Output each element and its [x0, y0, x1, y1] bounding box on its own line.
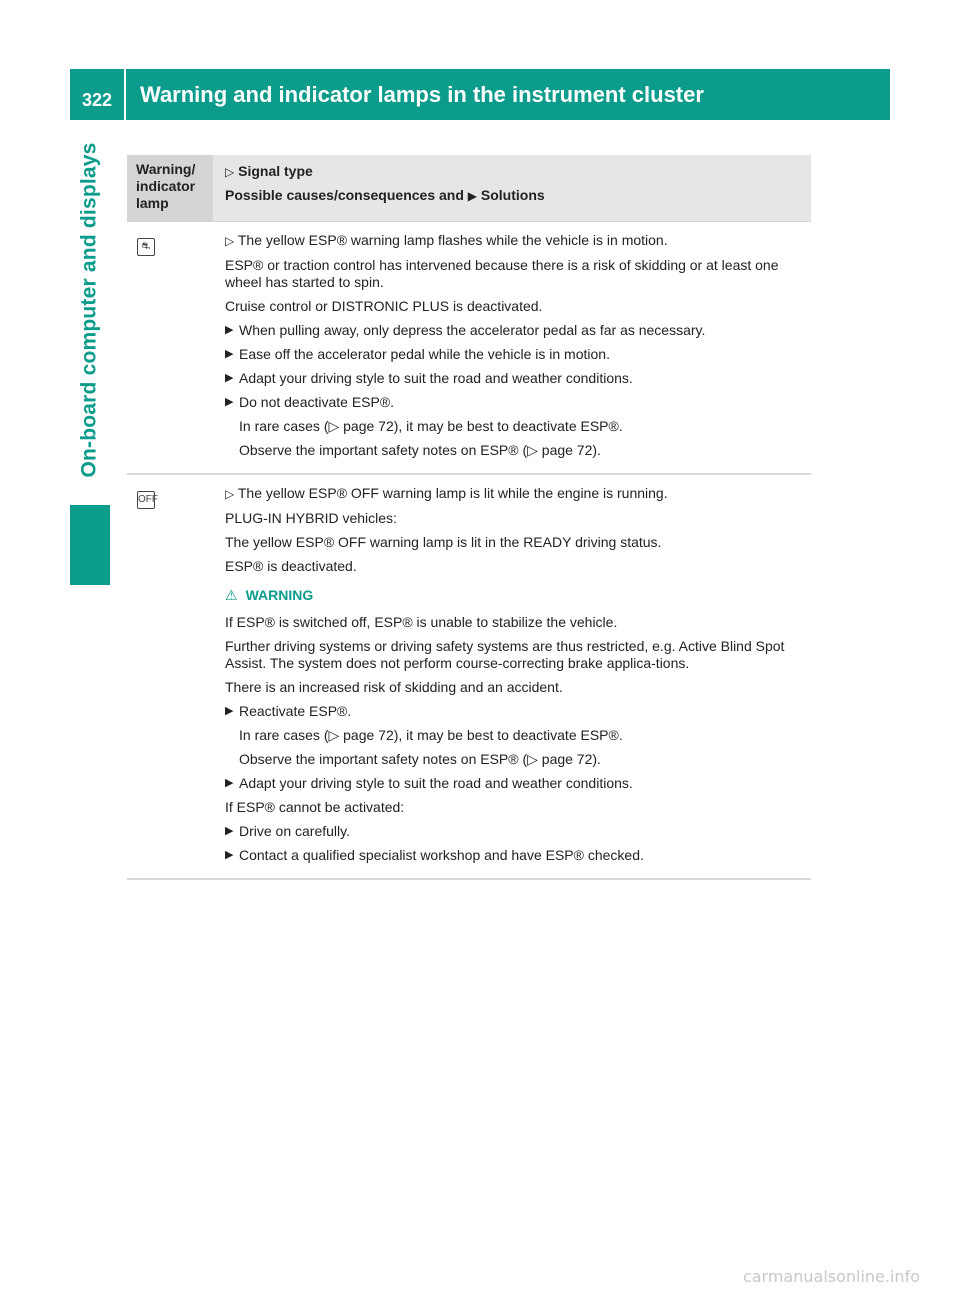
table-row: OFF ▷ The yellow ESP® OFF warning lamp is lit while the engine is running. PLUG-IN HYBRID vehicles: The yellow ESP® OFF warning lamp is lit in the READY driving status. ESP® is deactivated. ⚠ WARNING If ESP® is switched off, ESP® is unable to stabilize the vehicle. Further driving systems or driving safety systems are thus restricted, e.g. Active Blind Spot Assist. The system does not perform course-correcting brake applica-tions. There is an increased risk of skidding and an accident. ▶ Reactivate ESP®. In rare cases (▷ page 72), it may be best to deactivate ESP®. Observe the important safety notes on ESP® (▷ page 72). ▶ Adapt your driving style to suit the road and weather conditions. If ESP® cannot be activated: ▶ Drive on carefully. ▶ Contact a qualified specialist workshop and have ESP® checked. — [127, 475, 811, 880]
watermark: carmanualsonline.info — [742, 1267, 920, 1286]
signal-triangle-icon: ▷ — [225, 165, 235, 179]
page-title: Warning and indicator lamps in the instrument cluster — [140, 81, 704, 107]
step-arrow-icon: ▶ — [225, 348, 234, 360]
col1-header: Warning/ indicator lamp — [127, 155, 213, 221]
side-label-text: On-board computer and displays — [72, 138, 108, 481]
step-arrow-icon: ▶ — [225, 849, 234, 861]
esp-off-warning-lamp-icon: OFF — [137, 491, 155, 509]
col2-header: ▷ Signal type Possible causes/consequences and ▶ Solutions — [225, 163, 545, 203]
side-label — [70, 120, 110, 500]
warning-heading: ⚠ WARNING — [225, 587, 314, 603]
signal-triangle-icon: ▷ — [225, 487, 235, 501]
signal-triangle-icon: ▷ — [225, 234, 235, 248]
step-arrow-icon: ▶ — [225, 372, 234, 384]
table-row: ⛐ ▷ The yellow ESP® warning lamp flashes while the vehicle is in motion. ESP® or traction control has intervened because there is a risk of skidding or at least one wheel has started to spin. Cruise control or DISTRONIC PLUS is deactivated. ▶ When pulling away, only depress the accelerator pedal as far as necessary. ▶ Ease off the accelerator pedal while the vehicle is in motion. ▶ Adapt your driving style to suit the road and weather conditions. ▶ Do not deactivate ESP®. In rare cases (▷ page 72), it may be best to deactivate ESP®. Observe the important safety notes on ESP® (▷ page 72). — [127, 222, 811, 475]
page-number: 322 — [70, 69, 126, 120]
lamp-table — [127, 155, 811, 880]
step-arrow-icon: ▶ — [225, 324, 234, 336]
step-arrow-icon: ▶ — [225, 777, 234, 789]
esp-warning-lamp-icon: ⛐ — [137, 238, 155, 256]
step-arrow-icon: ▶ — [225, 396, 234, 408]
page-header — [70, 69, 890, 120]
solution-arrow-icon: ▶ — [467, 189, 478, 203]
warning-triangle-icon: ⚠ — [225, 587, 238, 603]
table-header — [127, 155, 811, 222]
step-arrow-icon: ▶ — [225, 825, 234, 837]
step-arrow-icon: ▶ — [225, 705, 234, 717]
